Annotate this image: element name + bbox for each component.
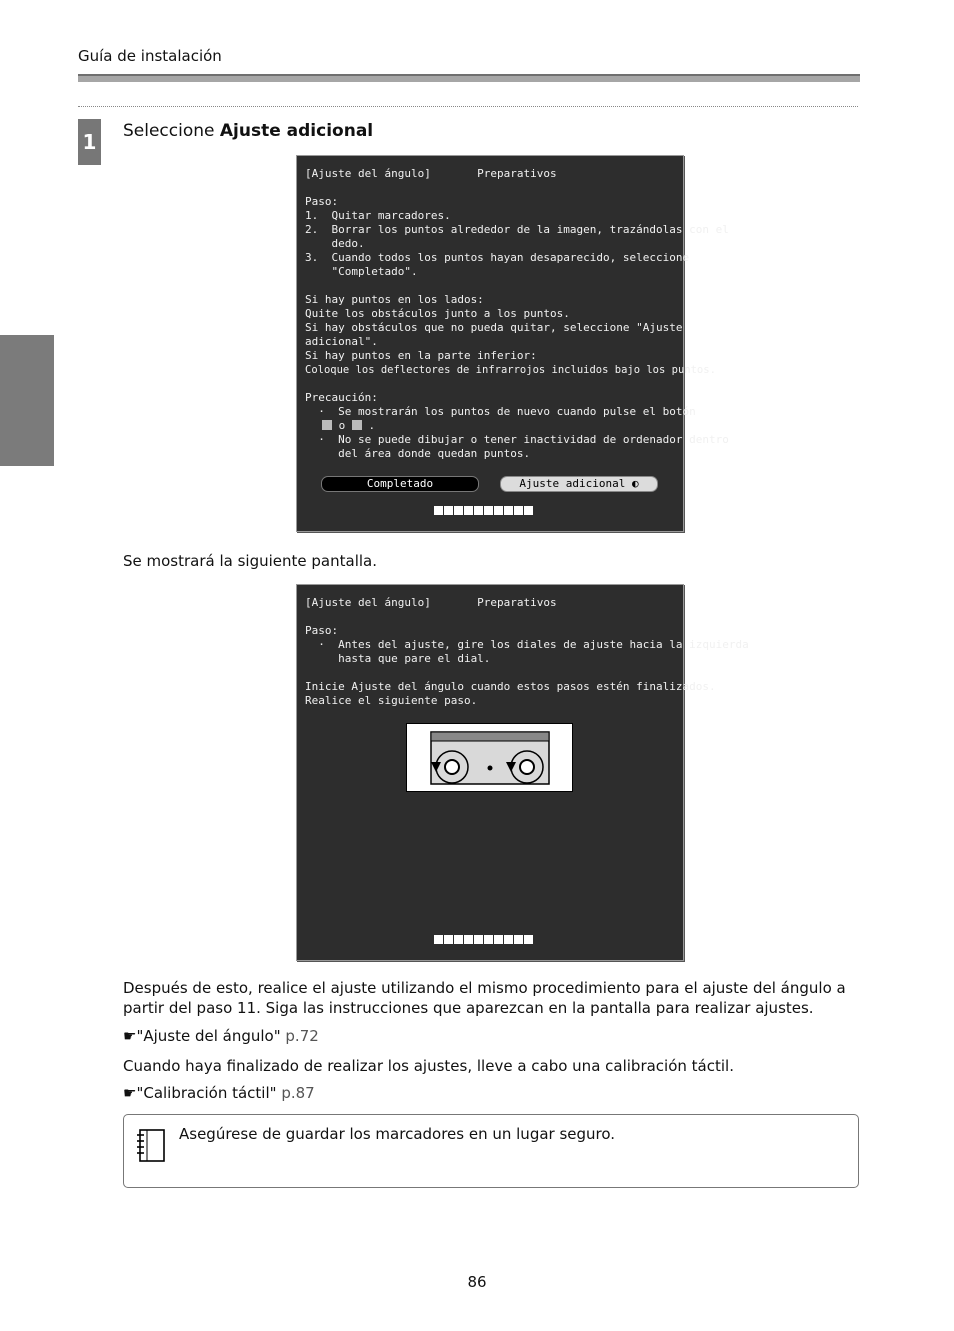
- screen2-line: Realice el siguiente paso.: [305, 694, 478, 707]
- screen1-line: Si hay obstáculos que no pueda quitar, seleccione "Ajuste: [305, 321, 683, 334]
- pager-dot: [434, 935, 443, 944]
- screen1-line: adicional".: [305, 335, 378, 348]
- step-number: 1: [78, 119, 101, 165]
- screen-preparation-2: [296, 584, 749, 961]
- step-pager: [434, 935, 533, 944]
- pager-dot: [454, 935, 463, 944]
- screen1-line: · No se puede dibujar o tener inactividad de ordenador dentro: [305, 433, 729, 446]
- pager-dot: [484, 935, 493, 944]
- pager-dot: [494, 506, 503, 515]
- reference-page: p.87: [276, 1084, 315, 1102]
- additional-adjust-button[interactable]: [500, 476, 658, 492]
- paragraph-calibration: Cuando haya finalizado de realizar los ajustes, lleve a cabo una calibración táctil.: [123, 1057, 734, 1075]
- note-text: Asegúrese de guardar los marcadores en un lugar seguro.: [179, 1125, 616, 1143]
- screen1-line: Quite los obstáculos junto a los puntos.: [305, 307, 570, 320]
- screen2-line: Inicie Ajuste del ángulo cuando estos pasos estén finalizados.: [305, 680, 716, 693]
- paragraph-procedure: Después de esto, realice el ajuste utilizando el mismo procedimiento para el ajuste del ángulo a partir del paso 11. Siga las instrucciones que aparezcan en la pantalla para realizar ajustes.: [123, 979, 846, 1017]
- step-instruction: [123, 121, 373, 141]
- text-next-screen: Se mostrará la siguiente pantalla.: [123, 552, 377, 570]
- enter-icon: ◐: [631, 477, 639, 490]
- screen1-line: [Ajuste del ángulo] Preparativos: [305, 167, 557, 180]
- screen1-line: dedo.: [305, 237, 365, 250]
- reference-touch-calibration[interactable]: [123, 1084, 315, 1102]
- pager-dot: [504, 935, 513, 944]
- screen1-line: "Completado".: [305, 265, 418, 278]
- chapter-side-tab: [0, 335, 54, 466]
- pager-dot: [464, 935, 473, 944]
- additional-adjust-label: Ajuste adicional: [519, 477, 626, 490]
- pointing-hand-icon: ☛: [123, 1084, 137, 1102]
- key-line-or: o: [338, 419, 346, 432]
- pager-dot: [514, 935, 523, 944]
- screen2-line: Paso:: [305, 624, 339, 637]
- pager-dot: [434, 506, 443, 515]
- screen1-line: del área donde quedan puntos.: [305, 447, 531, 460]
- reference-page: p.72: [280, 1027, 319, 1045]
- pager-dot: [444, 935, 453, 944]
- screen1-line: Precaución:: [305, 391, 378, 404]
- step-text-bold: Ajuste adicional: [219, 121, 374, 141]
- screen1-line: 3. Cuando todos los puntos hayan desaparecido, seleccione: [305, 251, 690, 264]
- header-rule: [78, 74, 860, 82]
- pointing-hand-icon: ☛: [123, 1027, 137, 1045]
- screen-preparation-1: [296, 155, 729, 532]
- notebook-icon: [135, 1127, 167, 1163]
- header-title: Guía de instalación: [78, 47, 222, 65]
- up-arrow-key-icon: [322, 420, 332, 430]
- pager-dot: [494, 935, 503, 944]
- screen1-line: Si hay puntos en la parte inferior:: [305, 349, 537, 362]
- pager-dot: [454, 506, 463, 515]
- note-box: [123, 1114, 859, 1188]
- screen2-line: · Antes del ajuste, gire los diales de ajuste hacia la izquierda: [305, 638, 749, 651]
- screen1-line: · Se mostrarán los puntos de nuevo cuando pulse el botón: [305, 405, 696, 418]
- pager-dot: [524, 506, 533, 515]
- screen1-line: 1. Quitar marcadores.: [305, 209, 451, 222]
- screen2-line: [Ajuste del ángulo] Preparativos: [305, 596, 557, 609]
- pager-dot: [504, 506, 513, 515]
- screen1-line: Coloque los deflectores de infrarrojos incluidos bajo los puntos.: [305, 364, 716, 376]
- pager-dot: [524, 935, 533, 944]
- screen1-key-line: [322, 419, 375, 433]
- pager-dot: [464, 506, 473, 515]
- screen1-line: Si hay puntos en los lados:: [305, 293, 484, 306]
- dotted-divider: [78, 106, 858, 107]
- page-number: 86: [467, 1273, 487, 1291]
- screen1-line: Paso:: [305, 195, 339, 208]
- screen2-line: hasta que pare el dial.: [305, 652, 491, 665]
- key-line-end: .: [368, 419, 376, 432]
- pager-dot: [474, 506, 483, 515]
- pager-dot: [484, 506, 493, 515]
- dial-diagram-icon: [407, 724, 572, 791]
- completed-button[interactable]: Completado: [321, 476, 479, 492]
- reference-text: "Ajuste del ángulo": [136, 1027, 281, 1045]
- reference-text: "Calibración táctil": [136, 1084, 277, 1102]
- adjust-dial-illustration: [406, 723, 573, 792]
- pager-dot: [474, 935, 483, 944]
- step-pager: [434, 506, 533, 515]
- pager-dot: [514, 506, 523, 515]
- down-arrow-key-icon: [352, 420, 362, 430]
- pager-dot: [444, 506, 453, 515]
- step-text-prefix: Seleccione: [123, 121, 215, 141]
- reference-angle-adjust[interactable]: [123, 1027, 319, 1045]
- screen1-line: 2. Borrar los puntos alrededor de la imagen, trazándolas con el: [305, 223, 729, 236]
